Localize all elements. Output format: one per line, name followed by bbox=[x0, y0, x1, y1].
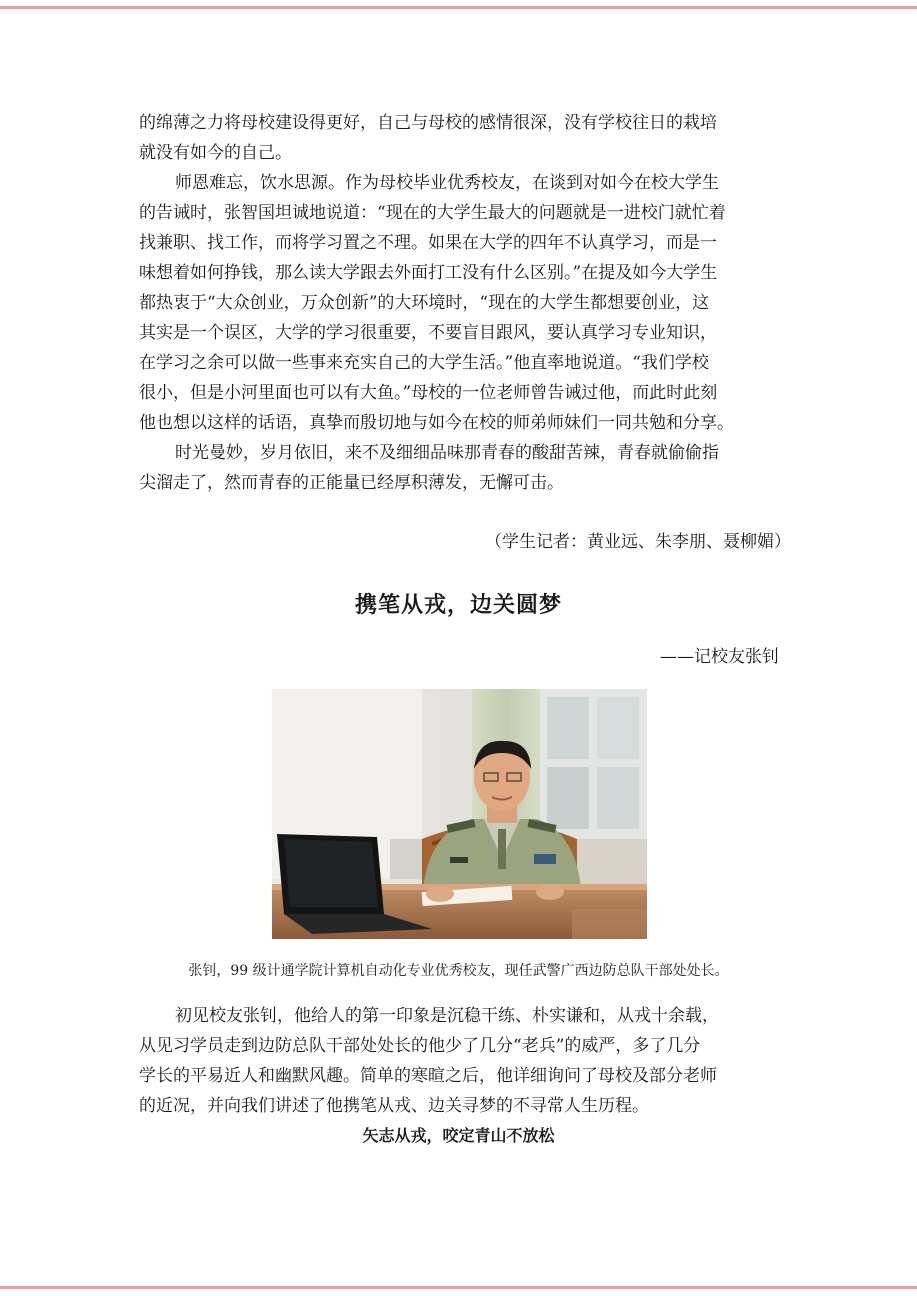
text-line: 学长的平易近人和幽默风趣。简单的寒暄之后，他详细询问了母校及部分老师 bbox=[139, 1066, 717, 1086]
top-page-rule bbox=[0, 6, 917, 9]
alumnus-photo bbox=[272, 689, 647, 939]
text-line: 找兼职、找工作，而将学习置之不理。如果在大学的四年不认真学习，而是一 bbox=[139, 233, 717, 253]
text-line: 师恩难忘，饮水思源。作为母校毕业优秀校友，在谈到对如今在校大学生 bbox=[175, 173, 719, 193]
text-line: 初见校友张钊，他给人的第一印象是沉稳干练、朴实谦和，从戎十余载， bbox=[175, 1006, 719, 1026]
text-line: 在学习之余可以做一些事来充实自己的大学生活。”他直率地说道。“我们学校 bbox=[139, 353, 709, 373]
text-line: 味想着如何挣钱，那么读大学跟去外面打工没有什么区别。”在提及如今大学生 bbox=[139, 263, 718, 283]
text-line: 尖溜走了，然而青春的正能量已经厚积薄发，无懈可击。 bbox=[139, 473, 564, 493]
article-title: 携笔从戎，边关圆梦 bbox=[354, 593, 562, 618]
bottom-page-rule bbox=[0, 1286, 917, 1289]
text-line: 都热衷于“大众创业，万众创新”的大环境时，“现在的大学生都想要创业，这 bbox=[139, 293, 710, 313]
text-line: 时光曼妙，岁月依旧，来不及细细品味那青春的酸甜苦辣，青春就偷偷指 bbox=[175, 443, 719, 463]
reporter-byline: （学生记者：黄业远、朱李朋、聂柳媚） bbox=[485, 532, 791, 552]
text-line: 的绵薄之力将母校建设得更好，自己与母校的感情很深，没有学校往日的栽培 bbox=[139, 113, 717, 133]
text-line: 从见习学员走到边防总队干部处处长的他少了几分“老兵”的威严，多了几分 bbox=[139, 1036, 701, 1056]
text-line: 其实是一个误区，大学的学习很重要，不要盲目跟风，要认真学习专业知识， bbox=[139, 323, 717, 343]
text-line: 的告诫时，张智国坦诚地说道：“现在的大学生最大的问题就是一进校门就忙着 bbox=[139, 203, 726, 223]
section-heading: 矢志从戎，咬定青山不放松 bbox=[362, 1126, 555, 1145]
text-line: 他也想以这样的话语，真挚而殷切地与如今在校的师弟师妹们一同共勉和分享。 bbox=[139, 413, 734, 433]
office-portrait-illustration bbox=[272, 689, 647, 939]
article-body bbox=[139, 1001, 799, 1121]
upper-article-text bbox=[139, 108, 799, 498]
article-subtitle: ——记校友张钊 bbox=[660, 647, 779, 667]
text-line: 的近况，并向我们讲述了他携笔从戎、边关寻梦的不寻常人生历程。 bbox=[139, 1096, 649, 1116]
photo-caption: 张钊，99 级计通学院计算机自动化专业优秀校友，现任武警广西边防总队干部处处长。 bbox=[188, 963, 729, 979]
text-line: 就没有如今的自己。 bbox=[139, 143, 292, 163]
text-line: 很小，但是小河里面也可以有大鱼。”母校的一位老师曾告诫过他，而此时此刻 bbox=[139, 383, 718, 403]
